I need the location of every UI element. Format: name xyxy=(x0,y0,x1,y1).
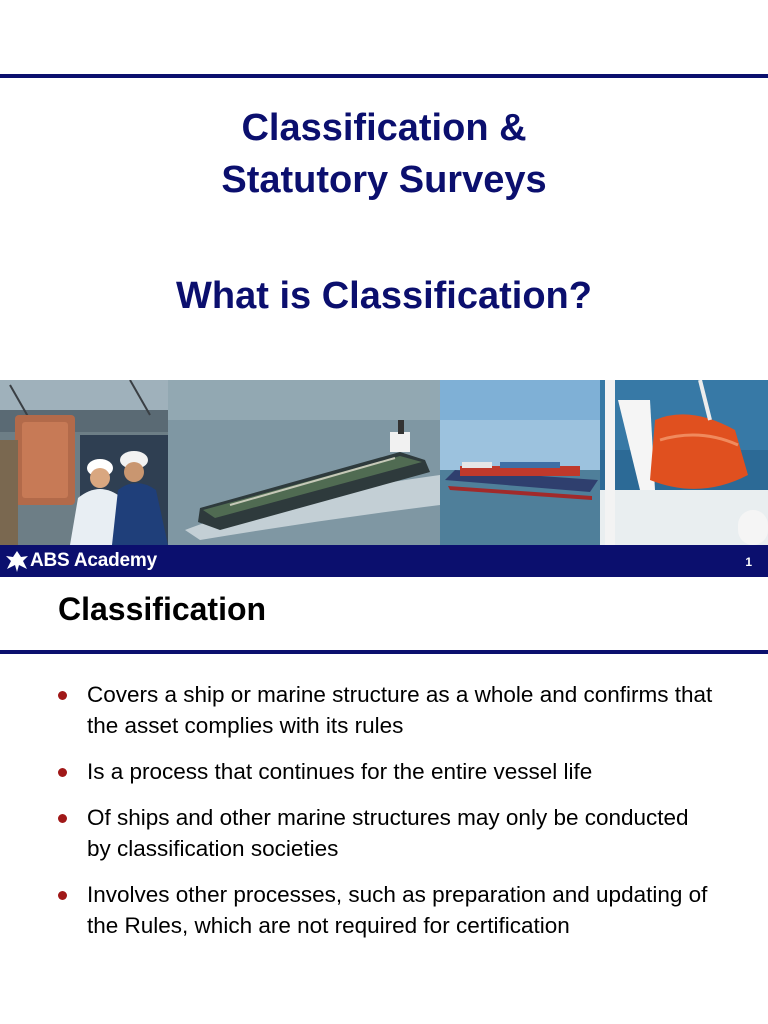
list-item xyxy=(58,756,718,787)
bullet-dot-icon xyxy=(58,691,67,700)
content-slide xyxy=(0,577,768,1024)
footer-brand: ABS Academy xyxy=(30,550,157,571)
container-ship-photo xyxy=(440,380,600,545)
bullet-dot-icon xyxy=(58,768,67,777)
heading-divider xyxy=(0,650,768,654)
oil-tanker-photo xyxy=(168,380,440,545)
bullet-list xyxy=(58,679,718,956)
title-line-1: Classification & xyxy=(241,107,527,149)
bullet-text: Involves other processes, such as preparation and updating of the Rules, which are not required for certification xyxy=(87,882,708,938)
bullet-dot-icon xyxy=(58,891,67,900)
shipyard-workers-photo xyxy=(0,380,168,545)
list-item xyxy=(58,679,718,741)
page-number: 1 xyxy=(745,555,752,569)
bullet-dot-icon xyxy=(58,814,67,823)
slide-heading: Classification xyxy=(58,591,267,627)
abs-eagle-logo-icon xyxy=(4,548,30,574)
slide-subtitle: What is Classification? xyxy=(176,275,592,317)
list-item xyxy=(58,802,718,864)
title-line-2: Statutory Surveys xyxy=(221,159,547,201)
photo-strip xyxy=(0,380,768,545)
lifeboat-photo xyxy=(600,380,768,545)
list-item xyxy=(58,879,718,941)
footer-bar xyxy=(0,545,768,577)
top-divider xyxy=(0,74,768,78)
bullet-text: Covers a ship or marine structure as a whole and confirms that the asset complies with its rules xyxy=(87,682,713,738)
bullet-text: Of ships and other marine structures may only be conducted by classification societies xyxy=(87,805,689,861)
bullet-text: Is a process that continues for the entire vessel life xyxy=(87,759,593,784)
